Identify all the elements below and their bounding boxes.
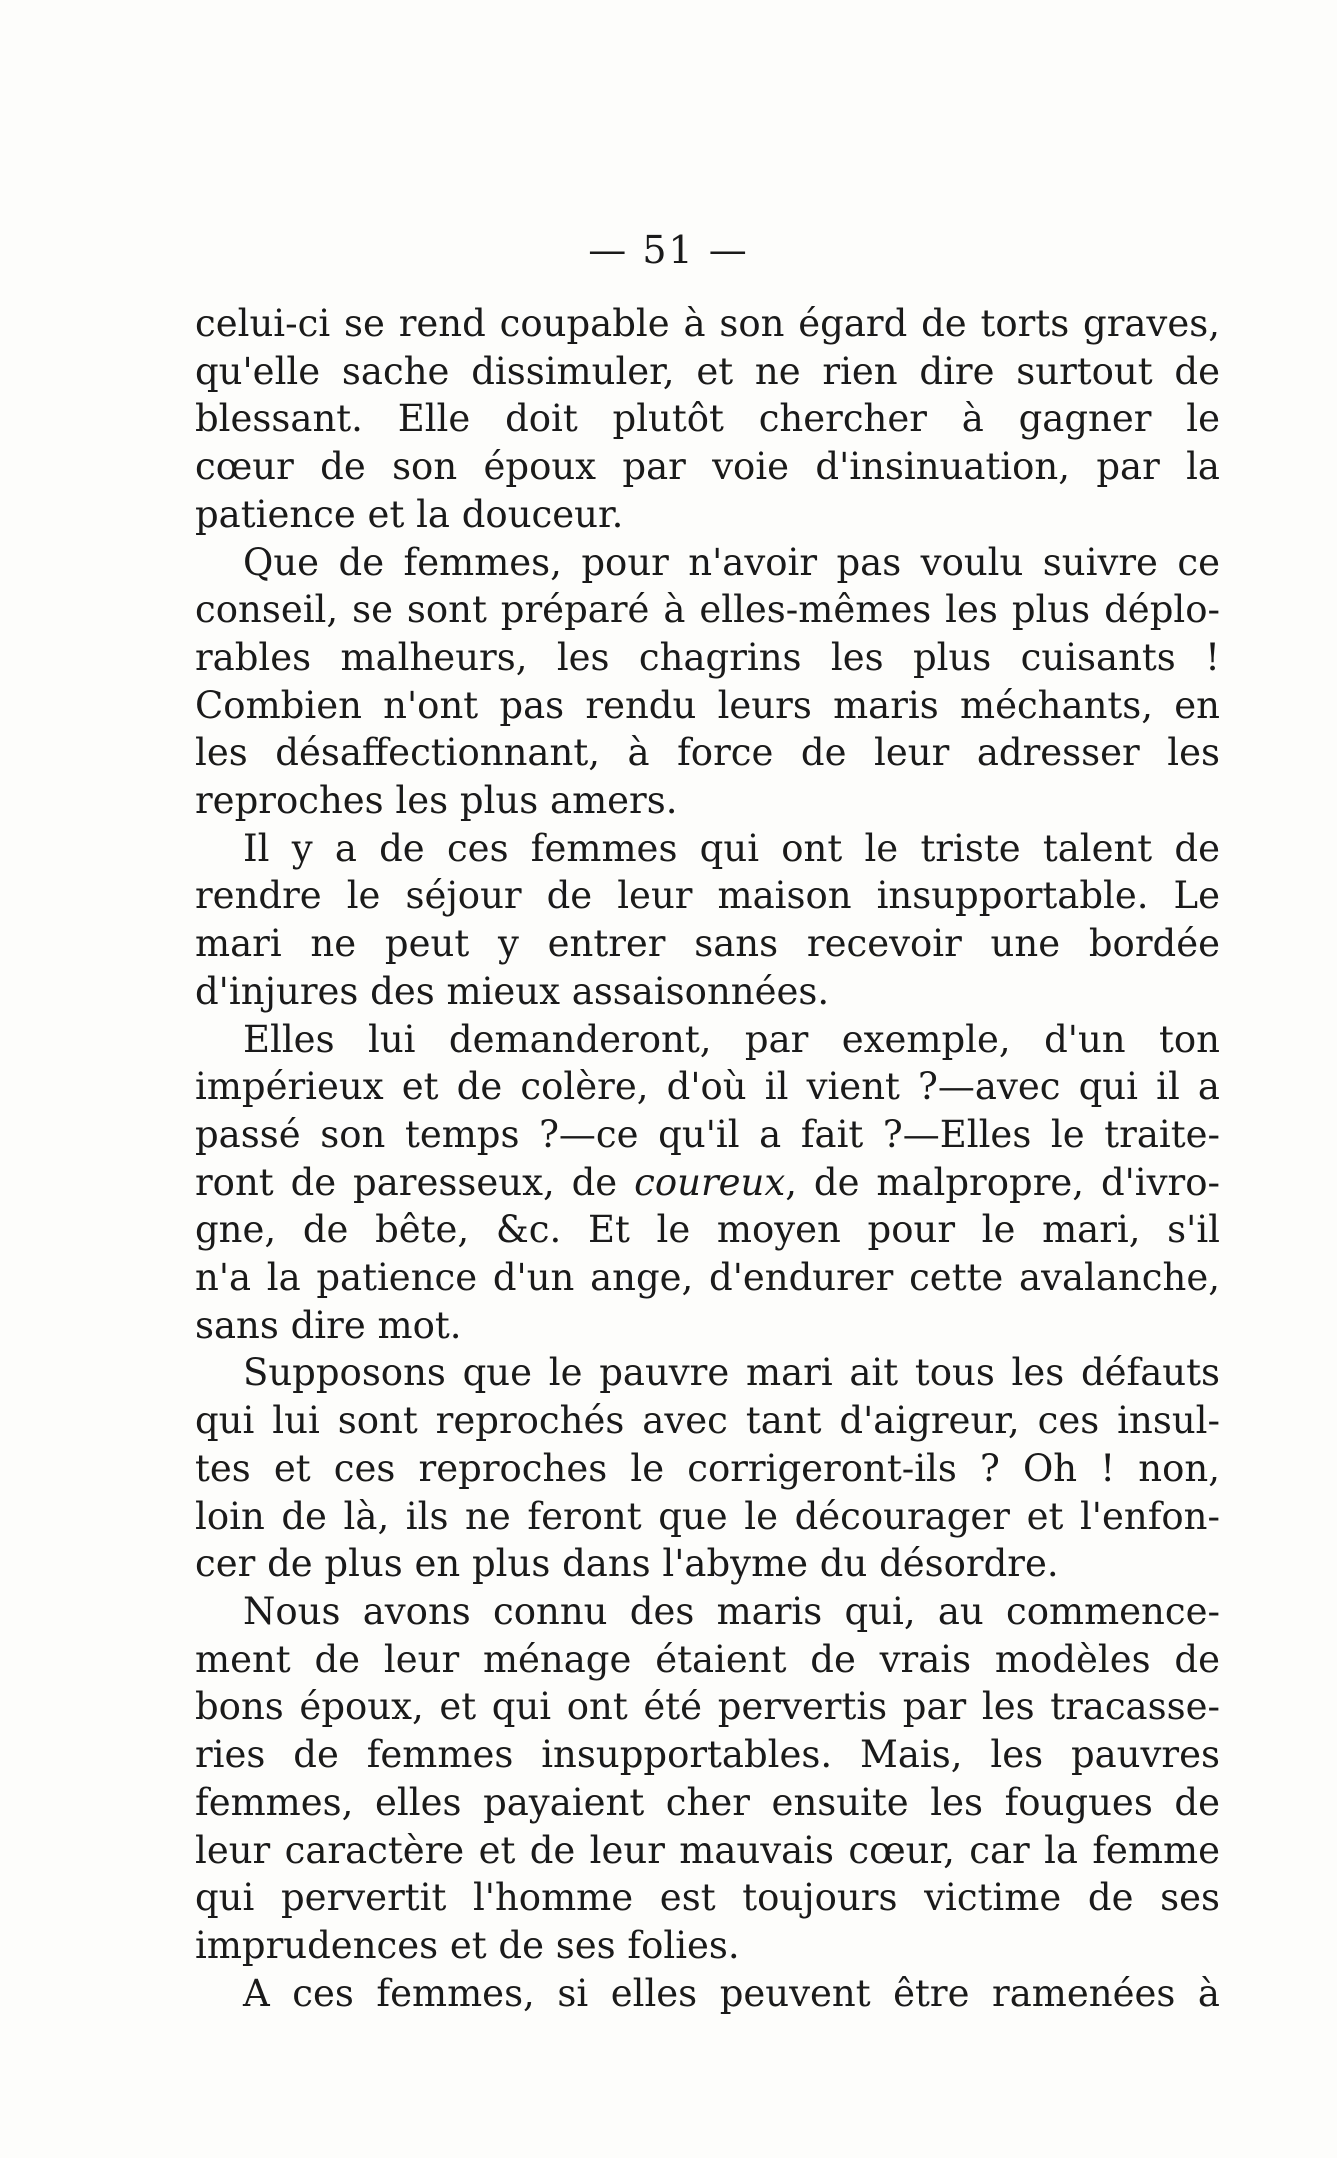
text-line: cer de plus en plus dans l'abyme du désordre. [195,1542,1059,1586]
text-line: patience et la douceur. [195,492,624,536]
text-line: tes et ces reproches le corrigeront-ils ? Oh ! non, [195,1446,1220,1490]
text-line: mari ne peut y entrer sans recevoir une bordée [195,922,1220,966]
text-line: qu'elle sache dissimuler, et ne rien dire surtout de [195,349,1220,393]
text-line: Supposons que le pauvre mari ait tous les défauts [243,1351,1220,1395]
text-line: Combien n'ont pas rendu leurs maris méchants, en [195,683,1220,727]
text-line-with-italic [195,1159,1220,1207]
text-line: gne, de bête, &c. Et le moyen pour le mari, s'il [195,1208,1220,1252]
text-line: Elles lui demanderont, par exemple, d'un ton [243,1017,1220,1061]
italic-word: coureux [634,1160,786,1204]
text-line: Nous avons connu des maris qui, au commence- [243,1589,1220,1633]
text-line: celui-ci se rend coupable à son égard de torts graves, [195,302,1220,345]
text-line: leur caractère et de leur mauvais cœur, car la femme [195,1828,1220,1872]
text-line: les désaffectionnant, à force de leur adresser les [195,731,1220,775]
text-line: Il y a de ces femmes qui ont le triste talent de [243,826,1220,870]
text-segment: ront de paresseux, de [195,1160,618,1204]
text-line: blessant. Elle doit plutôt chercher à gagner le [195,397,1220,441]
text-line: qui pervertit l'homme est toujours victime de ses [195,1876,1220,1920]
text-line: ries de femmes insupportables. Mais, les pauvres [195,1733,1220,1777]
text-line: bons époux, et qui ont été pervertis par les tracasse- [195,1685,1220,1729]
text-line: imprudences et de ses folies. [195,1923,740,1967]
text-line: loin de là, ils ne feront que le décourager et l'enfon- [195,1494,1220,1538]
text-line: passé son temps ?—ce qu'il a fait ?—Elles le traite- [195,1112,1220,1156]
text-line: A ces femmes, si elles peuvent être ramenées à [243,1971,1220,2015]
text-line: femmes, elles payaient cher ensuite les fougues de [195,1780,1220,1824]
text-line: rables malheurs, les chagrins les plus cuisants ! [195,635,1220,679]
text-segment: , de malpropre, d'ivro- [785,1160,1220,1204]
text-line: qui lui sont reprochés avec tant d'aigreur, ces insul- [195,1399,1220,1443]
text-line: ment de leur ménage étaient de vrais modèles de [195,1637,1220,1681]
text-line: impérieux et de colère, d'où il vient ?—avec qui il a [195,1065,1220,1109]
text-line: d'injures des mieux assaisonnées. [195,969,830,1013]
text-line: sans dire mot. [195,1303,462,1347]
text-line: cœur de son époux par voie d'insinuation, par la [195,445,1220,489]
text-line: rendre le séjour de leur maison insupportable. Le [195,874,1220,918]
text-line: conseil, se sont préparé à elles-mêmes les plus déplo- [195,588,1220,632]
page-number: — 51 — [588,228,749,272]
text-line: Que de femmes, pour n'avoir pas voulu suivre ce [243,540,1220,584]
body-text [195,300,1220,2017]
text-line: n'a la patience d'un ange, d'endurer cette avalanche, [195,1256,1220,1300]
text-line: reproches les plus amers. [195,779,678,823]
